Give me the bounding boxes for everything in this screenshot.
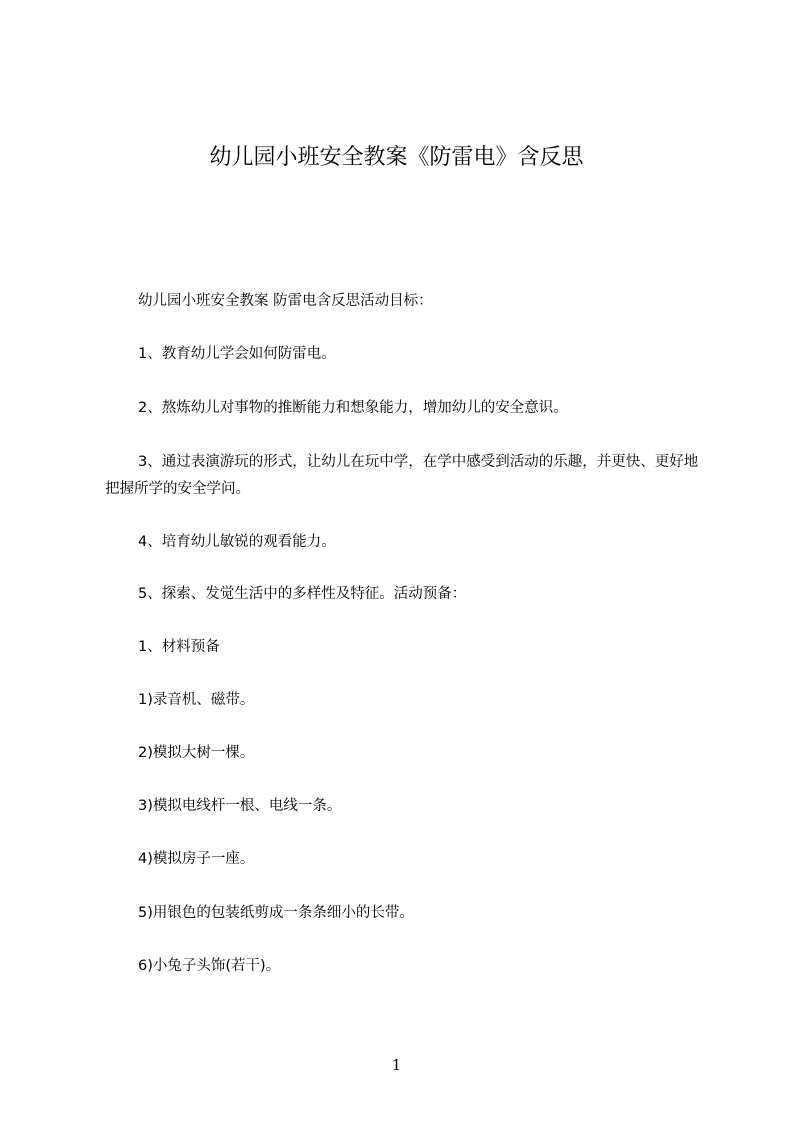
material-item: 6)小兔子头饰(若干)。 [138,958,281,974]
goal-item: 5、探索、发觉生活中的多样性及特征。活动预备： [138,586,467,602]
document-title: 幼儿园小班安全教案《防雷电》含反思 [209,145,584,170]
intro-paragraph: 幼儿园小班安全教案 防雷电含反思活动目标： [138,293,433,309]
page-number: 1 [391,1056,402,1074]
material-item: 2)模拟大树一棵。 [138,745,255,761]
material-item: 4)模拟房子一座。 [138,851,255,867]
material-item: 5)用银色的包装纸剪成一条条细小的长带。 [138,905,414,921]
goal-item: 2、熬炼幼儿对事物的推断能力和想象能力，增加幼儿的安全意识。 [138,400,568,416]
goal-item: 1、教育幼儿学会如何防雷电。 [138,346,336,362]
materials-heading: 1、材料预备 [138,639,220,655]
material-item: 3)模拟电线杆一根、电线一条。 [138,798,342,814]
goal-item: 4、培育幼儿敏锐的观看能力。 [138,534,336,550]
material-item: 1)录音机、磁带。 [138,692,255,708]
goal-item: 3、通过表演游玩的形式，让幼儿在玩中学，在学中感受到活动的乐趣，并更快、更好地把握所学的安全学问。 [105,454,699,497]
